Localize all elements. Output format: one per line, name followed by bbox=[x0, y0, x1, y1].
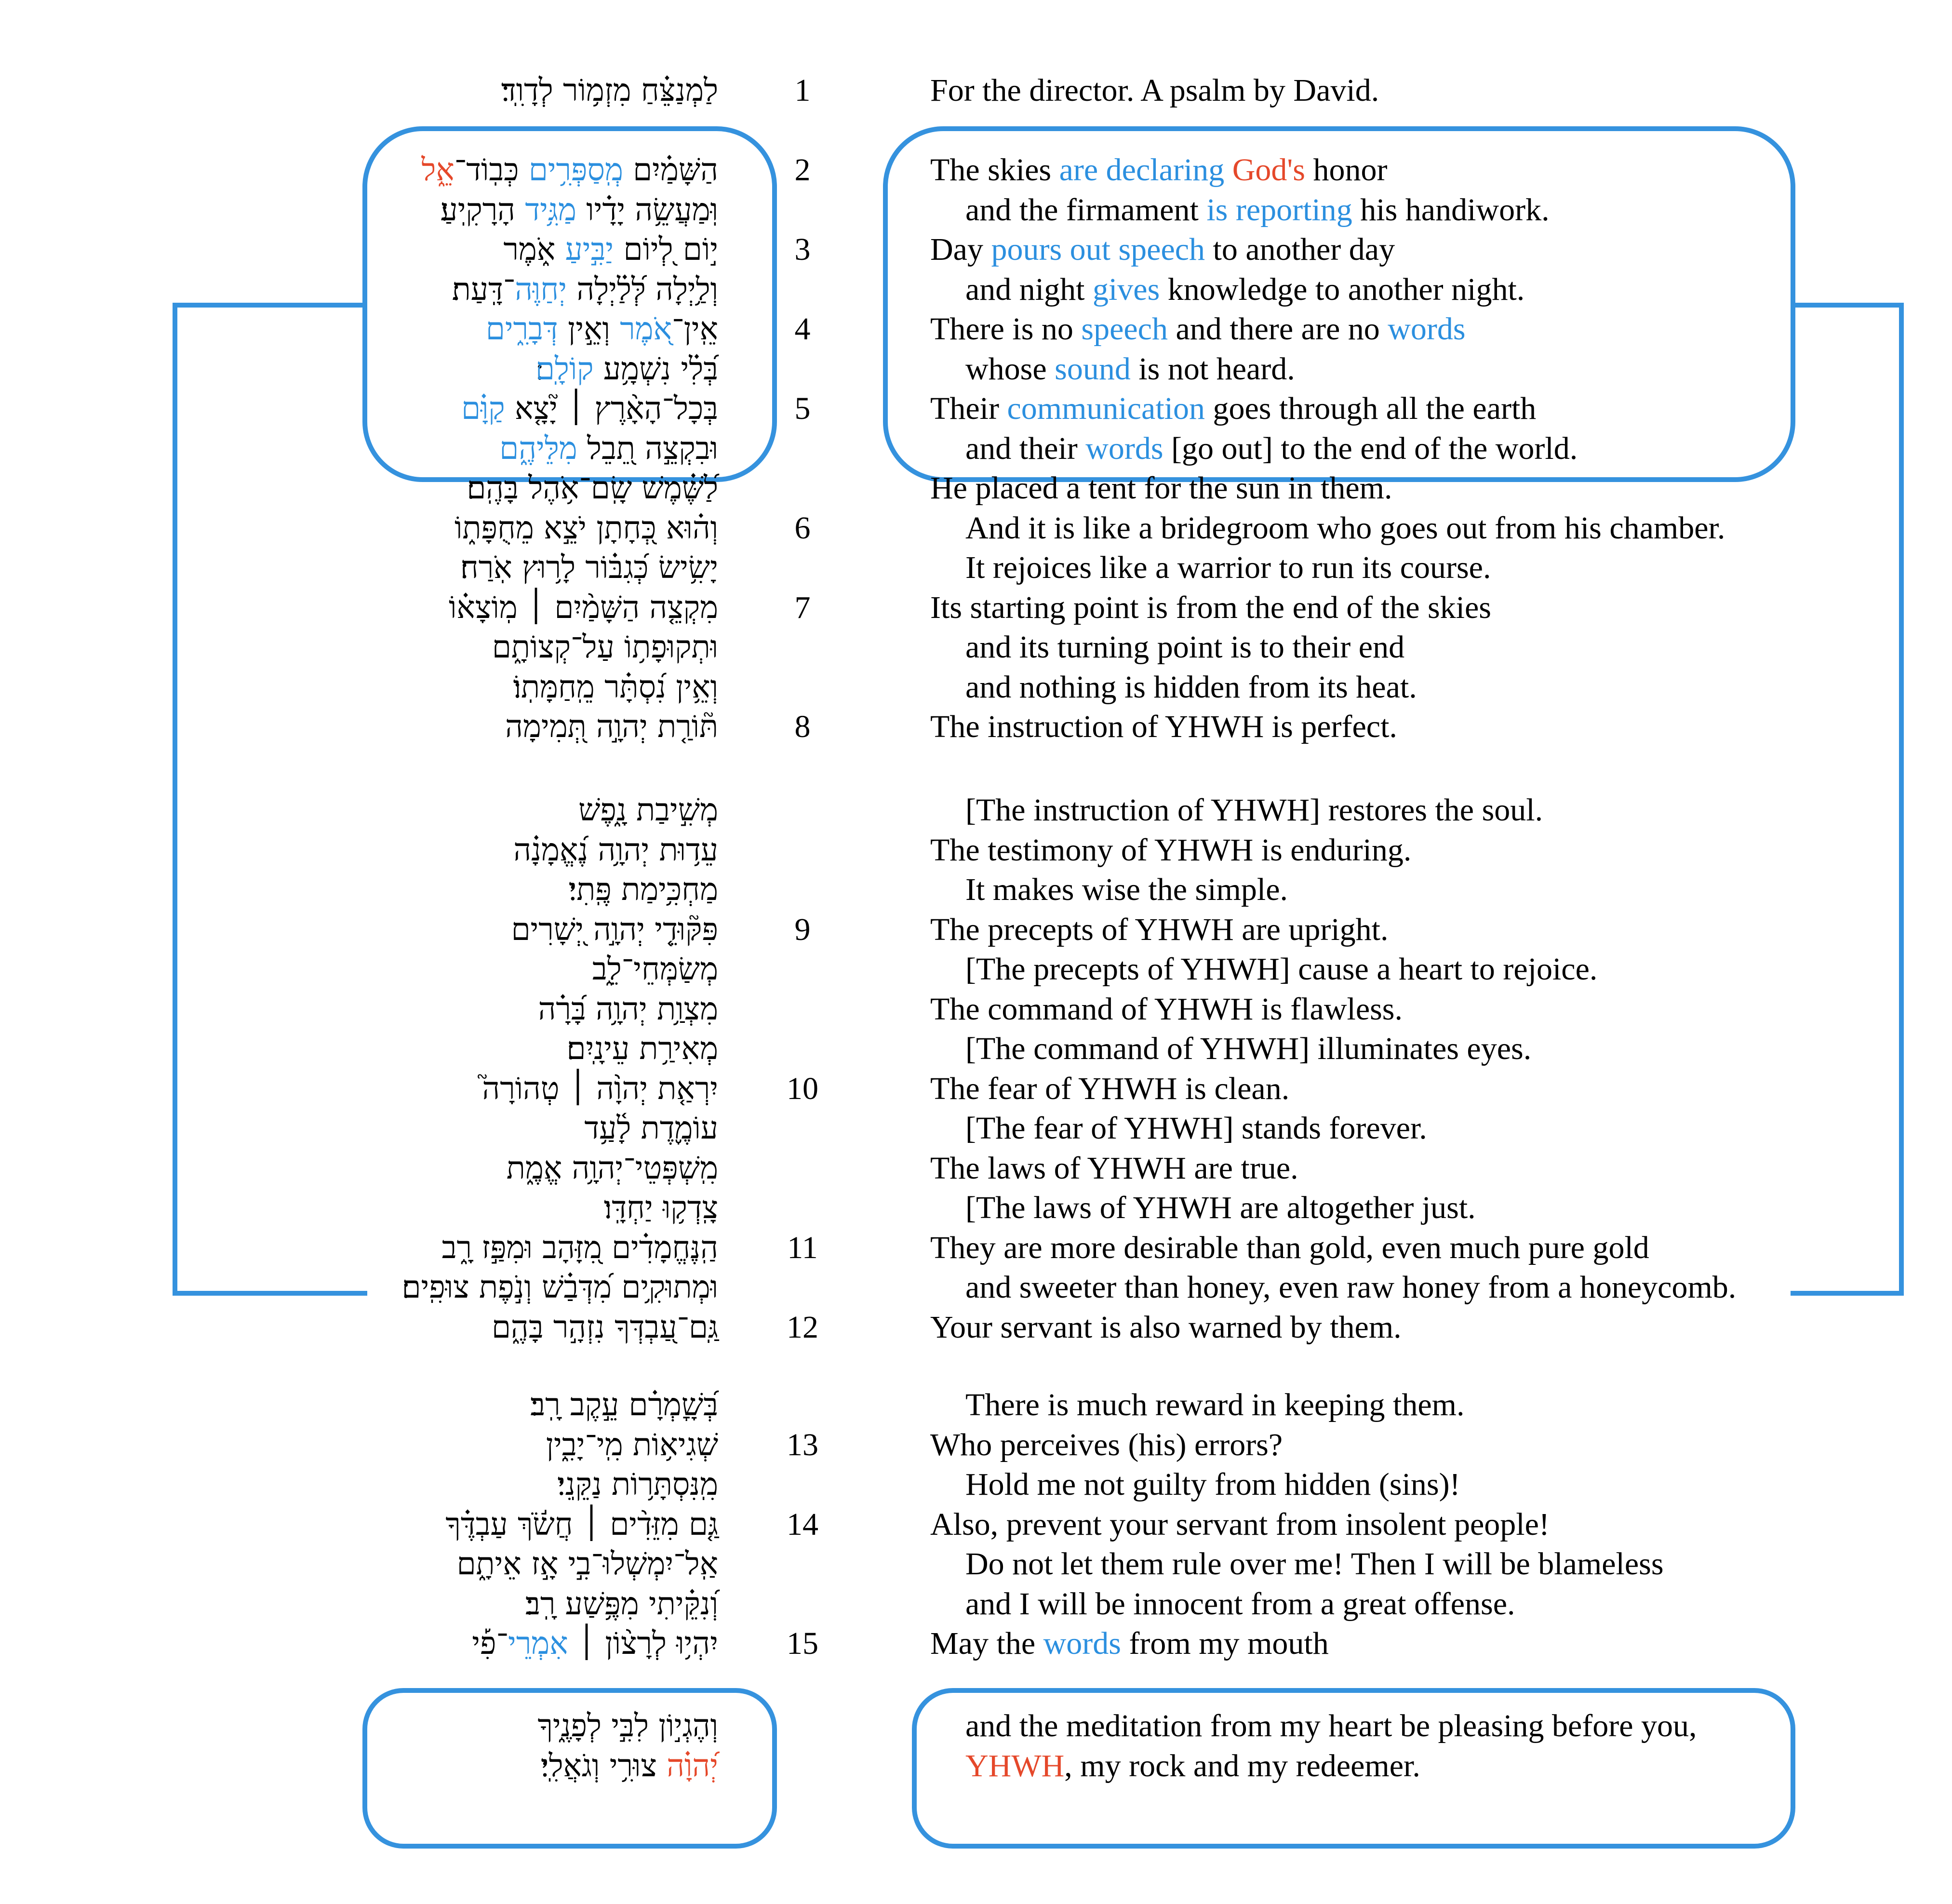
highlight-blue: pours out speech bbox=[991, 232, 1205, 267]
highlight-red: God's bbox=[1232, 152, 1305, 188]
english-line bbox=[930, 389, 1536, 429]
text-segment: כְּבֽוֹד־ bbox=[454, 152, 529, 188]
verse-number: 13 bbox=[787, 1427, 818, 1462]
hebrew-line: יִרְאַ֤ת יְהוָ֨ה ׀ טְהוֹרָה֮ bbox=[482, 1071, 718, 1107]
hebrew-line: הַֽנֶּחֱמָדִ֗ים מִ֭זָּהָב וּמִפַּ֣ז רָ֑ב bbox=[441, 1230, 718, 1266]
hebrew-line: וְאֵ֥ין נִ֝סְתָּ֗ר מֵֽחַמָּתֽוֹ׃ bbox=[513, 669, 718, 705]
hebrew-line bbox=[541, 1746, 718, 1786]
english-line: Who perceives (his) errors? bbox=[930, 1427, 1283, 1462]
text-segment: to another day bbox=[1205, 232, 1395, 267]
left-bracket bbox=[173, 303, 367, 1296]
text-segment: his handiwork. bbox=[1352, 192, 1550, 228]
highlight-red: יְ֝הוָ֗ה bbox=[667, 1748, 718, 1784]
english-line bbox=[965, 270, 1524, 309]
english-line: There is much reward in keeping them. bbox=[965, 1387, 1465, 1422]
hebrew-line: מְשִׁ֣יבַת נָ֑פֶשׁ bbox=[578, 792, 718, 828]
highlight-blue: words bbox=[1043, 1626, 1121, 1661]
verse-number: 1 bbox=[794, 73, 811, 108]
english-line: Also, prevent your servant from insolent people! bbox=[930, 1506, 1550, 1542]
text-segment: is not heard. bbox=[1130, 351, 1295, 387]
text-segment: Day bbox=[930, 232, 991, 267]
highlight-blue: communication bbox=[1007, 391, 1205, 426]
highlight-blue: יְחַוֶּה bbox=[515, 271, 567, 308]
hebrew-line: שְׁגִיא֥וֹת מִֽי־יָבִ֑ין bbox=[546, 1427, 718, 1463]
english-line: and its turning point is to their end bbox=[965, 630, 1405, 665]
highlight-blue: דְּבָרִ֑ים bbox=[485, 311, 558, 347]
text-segment: צוּרִ֥י וְגֹאֲלִֽי׃ bbox=[540, 1748, 667, 1784]
text-segment: ־דָּֽעַת׃ bbox=[452, 271, 515, 308]
text-segment: from my mouth bbox=[1121, 1626, 1329, 1661]
english-line: [The fear of YHWH] stands forever. bbox=[965, 1111, 1427, 1146]
highlight-blue: is reporting bbox=[1206, 192, 1352, 228]
highlight-blue: gives bbox=[1092, 271, 1160, 307]
english-line: The testimony of YHWH is enduring. bbox=[930, 832, 1412, 868]
hebrew-line bbox=[472, 1624, 718, 1663]
highlight-blue: sound bbox=[1055, 351, 1131, 387]
highlight-blue: are declaring bbox=[1059, 152, 1225, 188]
hebrew-line: פִּקּ֘וּדֵ֤י יְהוָ֣ה יְ֭שָׁרִים bbox=[511, 912, 718, 948]
text-segment: There is no bbox=[930, 311, 1082, 347]
english-line bbox=[930, 309, 1466, 349]
highlight-blue: קוֹלָֽם bbox=[535, 351, 594, 387]
hebrew-line bbox=[486, 309, 718, 349]
verse-number: 10 bbox=[787, 1071, 818, 1106]
text-segment: הָרָקִֽיעַ׃ bbox=[440, 192, 525, 228]
text-segment: honor bbox=[1305, 152, 1388, 188]
hebrew-line: וְה֗וּא כְּ֭חָתָן יֹצֵ֣א מֵחֻפָּת֑וֹ bbox=[455, 510, 718, 546]
text-segment: י֣וֹם לְ֭יוֹם bbox=[614, 232, 718, 268]
english-line: Your servant is also warned by them. bbox=[930, 1309, 1402, 1345]
english-line: It makes wise the simple. bbox=[965, 872, 1288, 907]
text-segment: [go out] to the end of the world. bbox=[1163, 430, 1578, 466]
english-line: And it is like a bridegroom who goes out from his chamber. bbox=[965, 510, 1725, 546]
hebrew-line: עֵד֥וּת יְהוָ֥ה נֶ֝אֱמָנָ֗ה bbox=[513, 832, 718, 868]
hebrew-line: וּמְתוּקִ֥ים מִ֝דְּבַ֗שׁ וְנֹ֣פֶת צוּפִֽים׃ bbox=[401, 1270, 718, 1305]
hebrew-line: מִֽשְׁפְּטֵי־יְהוָ֥ה אֱמֶ֑ת bbox=[506, 1150, 718, 1186]
hebrew-line: גַּֽם־עַ֭בְדְּךָ נִזְהָ֣ר בָּהֶ֑ם bbox=[491, 1309, 718, 1345]
highlight-red: YHWH bbox=[965, 1748, 1065, 1783]
highlight-red: אֵ֑ל bbox=[421, 152, 455, 188]
text-segment: ־פִ֡י bbox=[472, 1626, 508, 1662]
verse-number: 2 bbox=[794, 152, 811, 188]
verse-number: 6 bbox=[794, 510, 811, 546]
english-line: He placed a tent for the sun in them. bbox=[930, 470, 1392, 506]
hebrew-line: יָשִׂ֥ישׂ כְּ֝גִבּ֗וֹר לָר֥וּץ אֹֽרַח׃ bbox=[460, 550, 718, 586]
hebrew-line: מִֽנִּסְתָּר֥וֹת נַקֵּֽנִי׃ bbox=[557, 1467, 718, 1502]
text-segment: and their bbox=[965, 430, 1086, 466]
verse-number: 15 bbox=[787, 1626, 818, 1661]
english-line: [The instruction of YHWH] restores the soul. bbox=[965, 792, 1543, 828]
hebrew-line: תּ֘וֹרַ֤ת יְהוָ֣ה תְּ֭מִימָה bbox=[505, 709, 718, 745]
highlight-blue: מִלֵּיהֶ֑ם bbox=[499, 430, 577, 467]
hebrew-line: מִצְוַ֥ת יְהוָ֥ה בָּ֝רָ֗ה bbox=[538, 991, 718, 1027]
hebrew-line: לַמְנַצֵּ֗חַ מִזְמ֥וֹר לְדָוִֽד׃ bbox=[501, 73, 718, 108]
english-line bbox=[930, 230, 1395, 269]
english-line: and sweeter than honey, even raw honey from a honeycomb. bbox=[965, 1270, 1737, 1305]
text-segment bbox=[1224, 152, 1232, 188]
verse-number: 14 bbox=[787, 1506, 818, 1542]
english-line: They are more desirable than gold, even much pure gold bbox=[930, 1230, 1649, 1265]
hebrew-line bbox=[535, 349, 718, 389]
highlight-blue: speech bbox=[1081, 311, 1168, 347]
hebrew-line: אַֽל־יִמְשְׁלוּ־בִ֣י אָ֣ז אֵיתָ֑ם bbox=[456, 1546, 718, 1582]
text-segment: יִהְי֥וּ לְרָצ֨וֹן ׀ bbox=[568, 1626, 718, 1662]
right-bracket bbox=[1791, 303, 1904, 1296]
text-segment: אֹ֑מֶר bbox=[503, 232, 565, 268]
text-segment: הַשָּׁמַ֗יִם bbox=[623, 152, 718, 188]
highlight-blue: אִמְרֵי bbox=[508, 1626, 568, 1662]
text-segment: Their bbox=[930, 391, 1007, 426]
highlight-blue: יַבִּ֣יעַ bbox=[565, 232, 614, 268]
hebrew-line: לַ֝שֶּׁ֗מֶשׁ שָֽׂם־אֹ֥הֶל בָּהֶֽם׃ bbox=[467, 470, 718, 506]
text-segment: בְּ֝לִ֗י נִשְׁמָ֥ע bbox=[593, 351, 718, 387]
hebrew-line: וּתְקוּפָת֥וֹ עַל־קְצוֹתָ֑ם bbox=[492, 630, 718, 665]
text-segment: May the bbox=[930, 1626, 1043, 1661]
english-line: and the meditation from my heart be pleasing before you, bbox=[965, 1708, 1697, 1743]
english-line: The command of YHWH is flawless. bbox=[930, 991, 1403, 1027]
highlight-blue: קַוָּ֗ם bbox=[461, 391, 505, 427]
english-line: For the director. A psalm by David. bbox=[930, 73, 1379, 108]
verse-number: 8 bbox=[794, 709, 811, 744]
english-line: The fear of YHWH is clean. bbox=[930, 1071, 1290, 1106]
highlight-blue: מְֽסַפְּרִ֥ים bbox=[528, 152, 623, 188]
verse-number: 7 bbox=[794, 590, 811, 625]
highlight-blue: אֹ֭מֶר bbox=[620, 311, 672, 347]
hebrew-line bbox=[452, 270, 718, 309]
hebrew-line: מְאִירַ֥ת עֵינָֽיִם׃ bbox=[566, 1031, 718, 1067]
english-line: and I will be innocent from a great offense. bbox=[965, 1586, 1515, 1622]
hebrew-line: מִקְצֵ֤ה הַשָּׁמַ֨יִם ׀ מֽוֹצָא֗וֹ bbox=[449, 590, 718, 626]
text-segment: and there are no bbox=[1167, 311, 1388, 347]
hebrew-line: צָֽדְק֥וּ יַחְדָּֽו׃ bbox=[603, 1190, 718, 1226]
text-segment: knowledge to another night. bbox=[1160, 271, 1525, 307]
english-line bbox=[965, 429, 1578, 469]
verse-number: 9 bbox=[794, 912, 811, 947]
english-line bbox=[965, 349, 1295, 389]
hebrew-line: וְ֝נִקֵּ֗יתִי מִפֶּ֥שַׁע רָֽב׃ bbox=[525, 1586, 718, 1622]
text-segment: בְּכָל־הָאָ֨רֶץ ׀ יָ֘צָ֤א bbox=[505, 391, 718, 427]
text-segment: אֵֽין־ bbox=[672, 311, 718, 347]
text-segment: and the firmament bbox=[965, 192, 1207, 228]
hebrew-line: מַחְכִּ֥ימַת פֶּֽתִי׃ bbox=[568, 872, 718, 908]
verse-number: 12 bbox=[787, 1309, 818, 1345]
verse-number: 5 bbox=[794, 391, 811, 426]
english-line: The instruction of YHWH is perfect. bbox=[930, 709, 1397, 744]
verse-number: 3 bbox=[794, 232, 811, 267]
english-line: Hold me not guilty from hidden (sins)! bbox=[965, 1467, 1460, 1502]
hebrew-line bbox=[503, 230, 718, 269]
hebrew-line: מְשַׂמְּחֵי־לֵ֑ב bbox=[592, 952, 718, 987]
hebrew-line: בְּ֝שָׇׁמְרָ֗ם עֵ֣קֶב רָֽב׃ bbox=[530, 1387, 718, 1423]
english-line: Its starting point is from the end of the skies bbox=[930, 590, 1491, 625]
hebrew-line bbox=[440, 190, 718, 230]
text-segment: , my rock and my redeemer. bbox=[1064, 1748, 1420, 1783]
highlight-blue: words bbox=[1085, 430, 1163, 466]
hebrew-line bbox=[499, 429, 718, 469]
text-segment: whose bbox=[965, 351, 1055, 387]
english-line: The laws of YHWH are true. bbox=[930, 1150, 1298, 1186]
english-line bbox=[930, 1624, 1329, 1663]
text-segment: וּבִקְצֵ֣ה תֵ֭בֵל bbox=[577, 430, 718, 467]
english-line: [The command of YHWH] illuminates eyes. bbox=[965, 1031, 1532, 1066]
text-segment: The skies bbox=[930, 152, 1059, 188]
hebrew-line: עוֹמֶ֪דֶת לָ֫עַ֥ד bbox=[584, 1111, 718, 1146]
verse-number: 4 bbox=[794, 311, 811, 347]
verse-number: 11 bbox=[787, 1230, 818, 1265]
hebrew-line bbox=[461, 389, 718, 429]
highlight-blue: מַגִּ֥יד bbox=[525, 192, 576, 228]
text-segment: וְלַ֥יְלָה לְּ֝לַ֗יְלָה bbox=[567, 271, 718, 308]
english-line: [The laws of YHWH are altogether just. bbox=[965, 1190, 1476, 1225]
hebrew-line: וְהֶגְי֣וֹן לִבִּ֣י לְפָנֶ֑יךָ bbox=[537, 1708, 718, 1744]
english-line: Do not let them rule over me! Then I will be blameless bbox=[965, 1546, 1664, 1582]
english-line bbox=[965, 1746, 1420, 1786]
english-line: and nothing is hidden from its heat. bbox=[965, 669, 1417, 705]
english-line: It rejoices like a warrior to run its course. bbox=[965, 550, 1491, 585]
text-segment: וּֽמַעֲשֵׂ֥ה יָדָ֗יו bbox=[576, 192, 718, 228]
hebrew-line bbox=[421, 150, 718, 190]
english-line bbox=[930, 150, 1387, 190]
english-line: The precepts of YHWH are upright. bbox=[930, 912, 1389, 947]
english-line: [The precepts of YHWH] cause a heart to rejoice. bbox=[965, 952, 1598, 987]
text-segment: goes through all the earth bbox=[1205, 391, 1537, 426]
english-line bbox=[965, 190, 1550, 230]
highlight-blue: words bbox=[1388, 311, 1466, 347]
text-segment: and night bbox=[965, 271, 1093, 307]
hebrew-line: גַּ֤ם מִזֵּדִ֨ים ׀ חֲשֹׂ֬ךְ עַבְדֶּ֗ךָ bbox=[445, 1506, 718, 1542]
text-segment: וְאֵ֣ין bbox=[558, 311, 620, 347]
